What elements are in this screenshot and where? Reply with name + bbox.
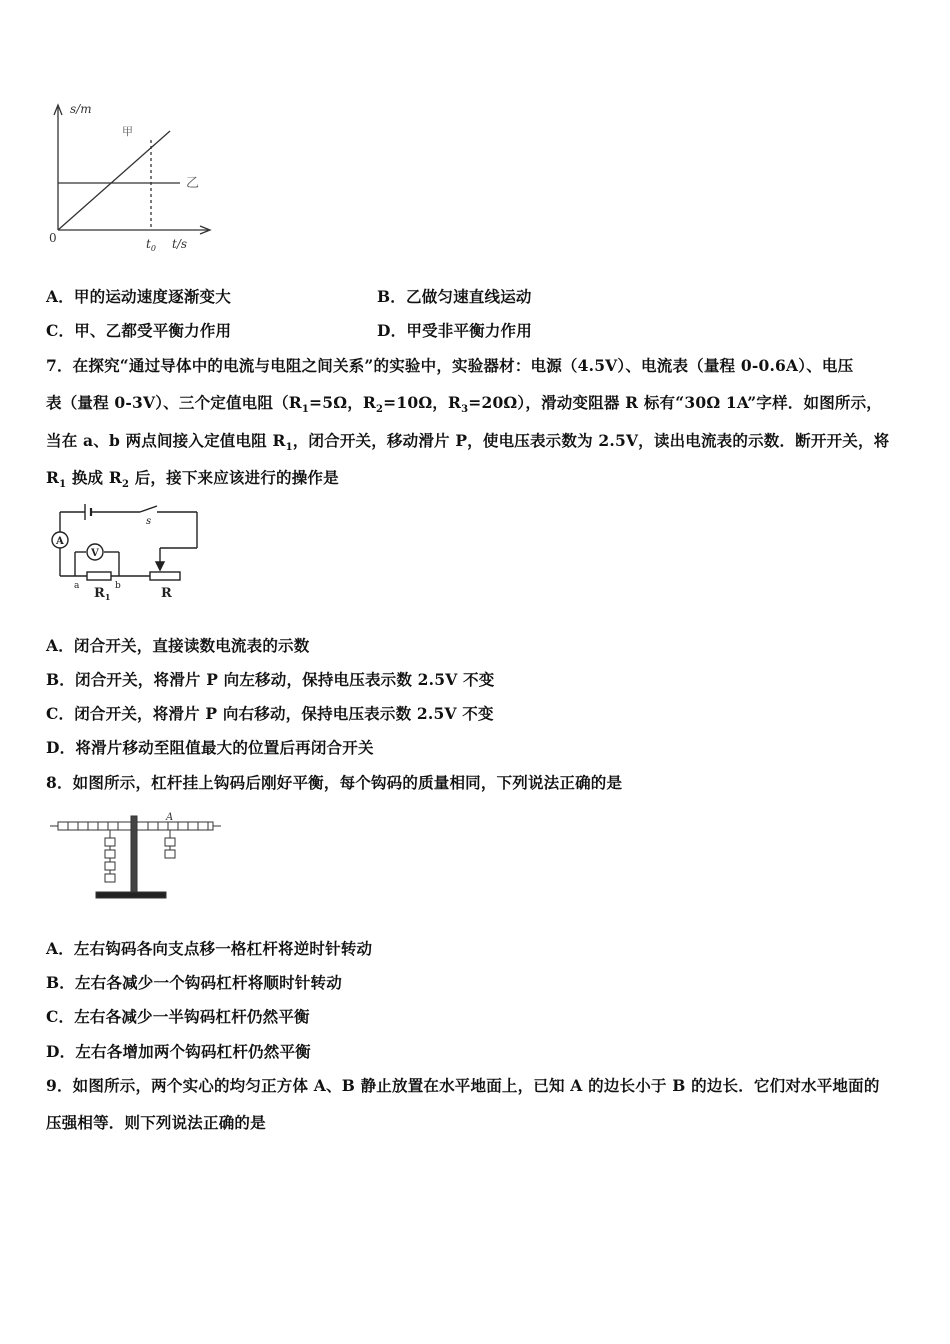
fulcrum-stand [131,816,137,898]
q8-option-b: B．左右各减少一个钩码杠杆将顺时针转动 [46,973,342,992]
x-axis-label: t/s [172,237,188,251]
y-axis-label: s/m [70,102,92,116]
left-weight-1 [105,838,115,846]
stand-base [96,892,166,898]
series-yi-label: 乙 [186,176,200,191]
left-weight-2 [105,850,115,858]
q7-stem-line4: $R_1$ 换成 $R_2$ 后，接下来应该进行的操作是 [46,468,339,491]
q7-stem-line3: 当在 a、b 两点间接入定值电阻 $R_1$，闭合开关，移动滑片 P，使电压表示数为 2.5V，读出电流表的示数．断开开关，将 [46,431,890,454]
right-weight-2 [165,850,175,858]
r1-label: $R_1$ [94,586,111,602]
q8-option-c: C．左右各减少一半钩码杠杆仍然平衡 [46,1007,310,1026]
q7-option-d: D．将滑片移动至阻值最大的位置后再闭合开关 [46,738,374,757]
switch-blade [140,506,157,512]
q7-option-b: B．闭合开关，将滑片 P 向左移动，保持电压表示数 2.5V 不变 [46,670,495,689]
q7-stem-line1: 7．在探究“通过导体中的电流与电阻之间关系”的实验中，实验器材：电源（4.5V）、电流表（量程 0-0.6A）、电压 [46,356,854,375]
circuit-diagram [45,500,215,605]
q7-option-a: A．闭合开关，直接读数电流表的示数 [46,636,310,655]
point-a-label: a [74,581,80,591]
q8-option-a: A．左右钩码各向支点移一格杠杆将逆时针转动 [46,939,373,958]
q9-stem-line2: 压强相等．则下列说法正确的是 [46,1113,266,1132]
r-label: R [161,586,172,601]
right-weight-1 [165,838,175,846]
line-jia [58,131,170,230]
q6-option-a: A．甲的运动速度逐渐变大 [46,287,231,306]
rheostat-r [150,572,180,580]
q8-option-d: D．左右各增加两个钩码杠杆仍然平衡 [46,1042,311,1061]
q6-option-d: D．甲受非平衡力作用 [377,321,532,340]
switch-label: s [146,516,152,527]
slider-p-arrow [156,562,164,570]
q7-option-c: C．闭合开关，将滑片 P 向右移动，保持电压表示数 2.5V 不变 [46,704,494,723]
q8-stem: 8．如图所示，杠杆挂上钩码后刚好平衡，每个钩码的质量相同，下列说法正确的是 [46,773,623,792]
origin-label: 0 [49,231,57,245]
q6-option-c: C．甲、乙都受平衡力作用 [46,321,232,340]
resistor-r1 [87,572,111,580]
left-weight-4 [105,874,115,882]
lever-point-label: A [166,812,174,823]
point-b-label: b [115,581,121,591]
q7-stem-line2: 表（量程 0-3V）、三个定值电阻（$R_1=5\Omega$，$R_2=10\Omega$，$R_3=20\Omega$），滑动变阻器 R 标有“30Ω 1A”字样．如图所示， [46,393,883,416]
left-weight-3 [105,862,115,870]
series-jia-label: 甲 [122,125,133,138]
voltmeter-label: V [91,548,99,559]
ammeter-label: A [56,536,64,547]
lever-diagram [48,808,223,908]
q9-stem-line1: 9．如图所示，两个实心的均匀正方体 A、B 静止放置在水平地面上，已知 A 的边长小于 B 的边长．它们对水平地面的 [46,1076,880,1095]
q6-option-b: B．乙做匀速直线运动 [377,287,532,306]
st-graph [40,95,220,260]
t0-label: $t_0$ [146,237,156,253]
